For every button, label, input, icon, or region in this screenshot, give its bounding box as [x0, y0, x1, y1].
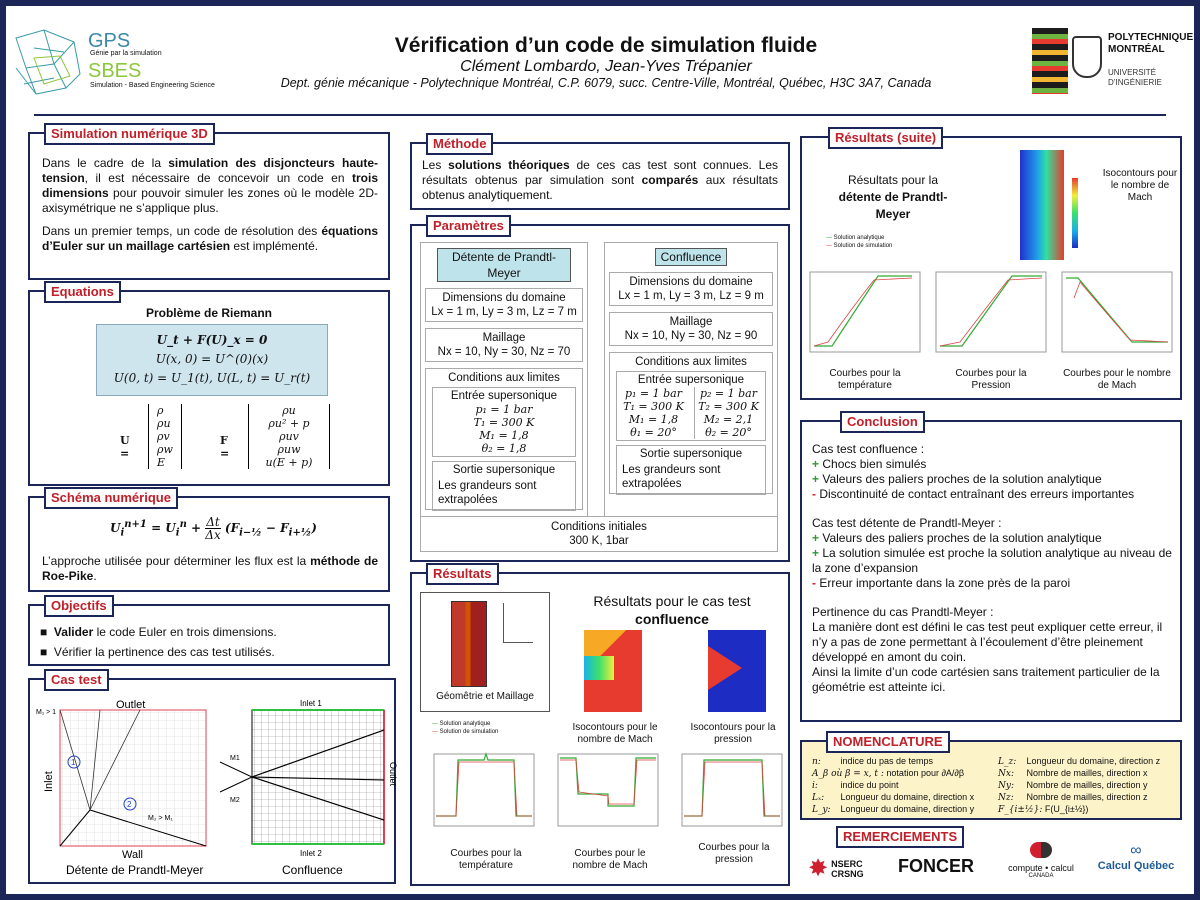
pm-colorbar	[1072, 178, 1078, 248]
panel-title: Simulation numérique 3D	[44, 123, 215, 145]
pm-curves	[802, 268, 1180, 368]
param-inlet: Entrée supersonique p₁ = 1 bar T₁ = 300 K M₁ = 1,8 θ₁ = 20° p₂ = 1 bar T₂ = 300 K M₂ = 2,1 θ₂ = 20°	[616, 371, 766, 441]
cas-test-diagrams	[30, 680, 398, 882]
conclusion-line: - Discontinuité de contact entraînant des erreurs importantes	[812, 487, 1135, 501]
pm-caption: Détente de Prandtl-Meyer	[66, 863, 204, 877]
pm-inlet-label: Inlet	[43, 771, 55, 792]
nomenclature-row: Ny: Nombre de mailles, direction y	[998, 780, 1148, 791]
compute-canada-icon	[1030, 842, 1052, 858]
param-col-title: Détente de Prandtl-Meyer	[437, 248, 571, 282]
gps-logo	[14, 28, 215, 98]
geometry-figure	[420, 592, 550, 712]
poster	[6, 6, 1194, 894]
nserc-logo: ✸ NSERC CRSNG	[808, 855, 864, 882]
gps-subtext: Génie par la simulation	[90, 50, 162, 57]
sbes-text: SBES	[88, 60, 142, 82]
pm-heading: Résultats pour la détente de Prandtl-Meyer	[838, 173, 948, 221]
mach-isocontour	[584, 630, 642, 712]
param-dim: Dimensions du domaine Lx = 1 m, Ly = 3 m, Lz = 7 m	[425, 288, 583, 322]
sbes-subtext: Simulation - Based Engineering Science	[90, 82, 215, 89]
panel-title: Paramètres	[426, 215, 511, 237]
calcul-quebec-logo: ∞ Calcul Québec	[1097, 842, 1175, 872]
panel-title: Equations	[44, 281, 121, 303]
header-divider	[34, 114, 1166, 116]
conclusion-line	[812, 502, 1174, 516]
mach-caption: Isocontours pour le nombre de Mach	[572, 722, 658, 745]
panel-title: Conclusion	[840, 411, 925, 433]
conclusion-line	[812, 591, 1174, 605]
poly-line4: D’INGÉNIERIE	[1108, 78, 1162, 87]
curve-caption: Courbes pour la température	[829, 368, 901, 391]
gps-mesh-icon	[14, 28, 84, 96]
polytechnique-color-bars-icon	[1032, 28, 1068, 94]
list-item: ■ Valider le code Euler en trois dimensions.	[40, 625, 277, 639]
conclusion-line: + Valeurs des paliers proches de la solution analytique	[812, 472, 1102, 486]
equation-2: U(x, 0) = U^(0)(x)	[155, 352, 269, 366]
conclusion-line: + Valeurs des paliers proches de la solution analytique	[812, 531, 1102, 545]
param-cl: Conditions aux limites Entrée supersonique p₁ = 1 bar T₁ = 300 K M₁ = 1,8 θ₁ = 20° p₂ = 1 bar T₂ = 300 K M₂ = 2,1 θ₂ = 20° Sortie supersonique Les grandeurs sont extrapolées	[609, 352, 773, 494]
schema-text: L’approche utilisée pour déterminer les flux est la méthode de Roe-Pike.	[42, 554, 378, 583]
confluence-heading: Résultats pour le cas test confluence	[593, 593, 751, 627]
panel-title: Schéma numérique	[44, 487, 178, 509]
conclusion-line: - Erreur importante dans la zone près de la paroi	[812, 576, 1071, 590]
panel-title: Résultats (suite)	[828, 127, 943, 149]
conclusion-line: Ainsi la limite d’un code cartésien sans traitement particulier de la géométrie est atteinte ici.	[812, 665, 1160, 694]
panel-methode	[410, 136, 790, 210]
curve-caption: Courbes pour le nombre de Mach	[572, 848, 648, 871]
panel-resultats-suite	[800, 130, 1182, 400]
foncer-logo: FONCER	[898, 856, 974, 876]
chart-legend: — Solution analytique — Solution de simulation	[432, 721, 499, 735]
m2-label: M₂ > M₁	[148, 815, 173, 822]
param-outlet: Sortie supersonique Les grandeurs sont extrapolées	[432, 461, 576, 511]
nomenclature-left	[812, 756, 997, 816]
m1-label: M₁ > 1	[36, 709, 57, 716]
panel-simulation-3d	[28, 126, 390, 280]
geometry-caption: Géomêtrie et Maillage	[436, 691, 534, 702]
inlet2-label: Inlet 2	[300, 849, 322, 858]
curve-caption: Courbes pour la pression	[698, 842, 770, 865]
list-item: ■ Vérifier la pertinence des cas test utilisés.	[40, 645, 275, 659]
pm-mach-isocontour	[1020, 150, 1064, 260]
sim3d-p2: Dans un premier temps, un code de résolution des équations d’Euler sur un maillage cartésien est implémenté.	[42, 224, 378, 253]
param-cl: Conditions aux limites Entrée supersonique p₁ = 1 bar T₁ = 300 K M₁ = 1,8 θ₂ = 1,8 Sortie supersonique Les grandeurs sont extrapolées	[425, 368, 583, 510]
conclusion-line: + Chocs bien simulés	[812, 457, 927, 471]
poly-line2: MONTRÉAL	[1108, 44, 1165, 55]
curve-caption: Courbes pour la température	[450, 848, 522, 871]
confluence-m1-label: M1	[230, 755, 240, 762]
param-init: Conditions initiales 300 K, 1bar	[420, 516, 778, 552]
pm-wall-label: Wall	[122, 849, 143, 861]
polytechnique-logo	[1026, 26, 1194, 98]
conclusion-line: Cas test détente de Prandtl-Meyer :	[812, 516, 1002, 530]
gps-text: GPS	[88, 30, 131, 52]
nomenclature-row: A_β où β = x, t : notation pour ∂A/∂β	[812, 768, 965, 779]
geometry-axes-icon	[503, 603, 533, 643]
equation-1: U_t + F(U)_x = 0	[156, 333, 268, 347]
geometry-block	[451, 601, 487, 687]
polytechnique-crest-icon	[1072, 36, 1102, 78]
confluence-caption: Confluence	[282, 863, 343, 877]
equation-3: U(0, t) = U_1(t), U(L, t) = U_r(t)	[113, 371, 311, 385]
panel-title: Résultats	[426, 563, 499, 585]
conclusion-line: La manière dont est défini le cas test peut expliquer cette erreur, il n’y a pas de zone permettant à l’écoulement d’être pleinement développé en amont du coin.	[812, 620, 1163, 664]
nomenclature-row: n: indice du pas de temps	[812, 756, 934, 767]
nomenclature-row: Lₓ: Longueur du domaine, direction x	[812, 792, 975, 803]
confluence-outlet-label: Outlet	[388, 762, 398, 787]
riemann-title: Problème de Riemann	[145, 306, 273, 320]
panel-cas-test	[28, 672, 398, 884]
panel-equations: Equations Problème de Riemann U_t + F(U)_x = 0 U(x, 0) = U^(0)(x) U(0, t) = U_1(t), U(L, t) = U_r(t) U = ρ ρu ρv ρw E F = ρu ρu² + p ρuv ρuw u(E + p)	[28, 290, 390, 486]
param-mesh: Maillage Nx = 10, Ny = 30, Nz = 70	[425, 328, 583, 362]
objectifs-list	[40, 622, 380, 662]
sim3d-p1: Dans le cadre de la simulation des disjoncteurs haute-tension, il est nécessaire de concevoir un code en trois dimensions pour pouvoir simuler les zones où le modèle 2D-axisymétrique ne s’applique plus.	[42, 156, 378, 215]
nomenclature-row: Nz: Nombre de mailles, direction z	[998, 792, 1148, 803]
param-mesh: Maillage Nx = 10, Ny = 30, Nz = 90	[609, 312, 773, 346]
panel-title: Cas test	[44, 669, 109, 691]
conclusion-line: Pertinence du cas Prandtl-Meyer :	[812, 605, 994, 619]
panel-title: Objectifs	[44, 595, 114, 617]
panel-resultats	[410, 566, 790, 886]
chart-legend: — Solution analytique — Solution de simulation	[826, 235, 893, 249]
nomenclature-row: L_y: Longueur du domaine, direction y	[812, 804, 975, 815]
conclusion-line: + La solution simulée est proche la solution analytique au niveau de la zone d’expansion	[812, 546, 1172, 575]
pm-outlet-label: Outlet	[116, 699, 146, 711]
calcul-quebec-icon: ∞	[1130, 842, 1142, 859]
equation-box	[96, 324, 328, 396]
poly-line3: UNIVERSITÉ	[1108, 68, 1157, 77]
conclusion-text	[812, 442, 1174, 695]
remerciements-section	[800, 829, 1182, 890]
curve-caption: Courbes pour la Pression	[955, 368, 1027, 391]
poly-line1: POLYTECHNIQUE	[1108, 32, 1194, 43]
poster-title: Vérification d’un code de simulation fluide	[394, 34, 818, 57]
poster-authors: Clément Lombardo, Jean-Yves Trépanier	[460, 58, 752, 75]
panel-title: REMERCIEMENTS	[836, 826, 964, 848]
nomenclature-row: Nx: Nombre de mailles, direction x	[998, 768, 1148, 779]
zone1-label: 1	[71, 758, 76, 767]
pressure-caption: Isocontours pour la pression	[690, 722, 776, 745]
panel-title: NOMENCLATURE	[826, 731, 950, 753]
param-col-title: Confluence	[655, 248, 727, 266]
methode-text: Les solutions théoriques de ces cas test sont connues. Les résultats obtenus par simulation sont comparés aux résultats obtenus analytiquement.	[422, 158, 779, 202]
nomenclature-row: i: indice du point	[812, 780, 899, 791]
maple-leaf-icon: ✸	[808, 855, 829, 882]
nomenclature-right	[998, 756, 1178, 816]
conclusion-line: Cas test confluence :	[812, 442, 925, 456]
panel-conclusion	[800, 414, 1182, 722]
panel-schema-numerique	[28, 490, 390, 592]
pm-iso-caption: Isocontours pour le nombre de Mach	[1102, 168, 1178, 203]
param-col-confluence	[604, 242, 778, 524]
roe-scheme-formula: $U_i^{n+1} = U_i^n$ + Δt Δx $(F_{i-\frac{1}{2}} - F_{i+\frac{1}{2}})$	[110, 515, 317, 542]
param-inlet: Entrée supersonique p₁ = 1 bar T₁ = 300 K M₁ = 1,8 θ₂ = 1,8	[432, 387, 576, 457]
compute-canada-logo: compute • calcul CANADA	[996, 842, 1086, 879]
confluence-m2-label: M2	[230, 797, 240, 804]
poster-affiliation: Dept. génie mécanique - Polytechnique Montréal, C.P. 6079, succ. Centre-Ville, Montréal, Québec, H3C 3A7, Canada	[280, 76, 932, 90]
pressure-isocontour	[708, 630, 766, 712]
nomenclature-row: F_{i±½}: F(U_{i±½})	[998, 804, 1089, 815]
curve-caption: Courbes pour le nombre de Mach	[1063, 368, 1171, 391]
panel-title: Méthode	[426, 133, 493, 155]
inlet1-label: Inlet 1	[300, 699, 322, 708]
panel-nomenclature	[800, 734, 1182, 820]
panel-parametres	[410, 218, 790, 562]
param-dim: Dimensions du domaine Lx = 1 m, Ly = 3 m, Lz = 9 m	[609, 272, 773, 306]
nomenclature-row: L_z: Longueur du domaine, direction z	[998, 756, 1161, 767]
zone2-label: 2	[127, 800, 132, 809]
panel-objectifs	[28, 598, 390, 666]
param-col-prandtl	[420, 242, 588, 524]
param-outlet: Sortie supersonique Les grandeurs sont extrapolées	[616, 445, 766, 495]
